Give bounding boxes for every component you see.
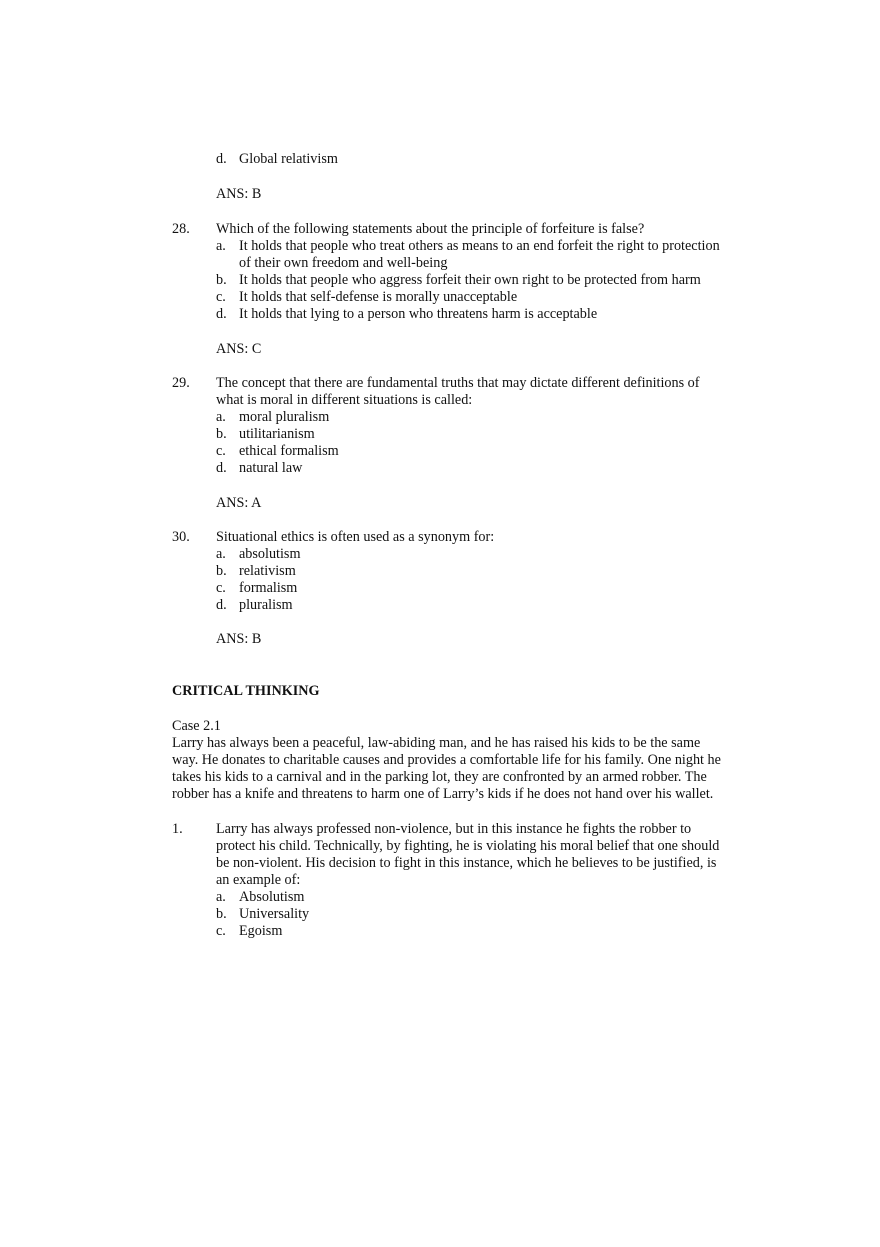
choice-text: It holds that people who aggress forfeit their own right to be protected from harm xyxy=(239,272,701,288)
choice-letter: a. xyxy=(216,409,226,425)
answer-key: ANS: C xyxy=(216,341,262,357)
choice-text: moral pluralism xyxy=(239,409,330,425)
choice-letter: c. xyxy=(216,443,226,459)
choice-letter: b. xyxy=(216,426,227,442)
choice-text: Universality xyxy=(239,906,310,922)
question-stem: Which of the following statements about the principle of forfeiture is false? xyxy=(216,221,645,237)
choice-text: absolutism xyxy=(239,546,301,562)
answer-key: ANS: A xyxy=(216,495,262,511)
question-number: 30. xyxy=(172,529,190,545)
question-stem: an example of: xyxy=(216,872,301,888)
question-number: 28. xyxy=(172,221,190,237)
choice-letter: a. xyxy=(216,238,226,254)
case-text: takes his kids to a carnival and in the parking lot, they are confronted by an armed robber. The xyxy=(172,769,707,785)
choice-letter: c. xyxy=(216,923,226,939)
choice-text: ethical formalism xyxy=(239,443,339,459)
case-text: Larry has always been a peaceful, law-abiding man, and he has raised his kids to be the same xyxy=(172,735,701,751)
choice-letter: d. xyxy=(216,306,227,322)
question-number: 1. xyxy=(172,821,183,837)
question-stem: The concept that there are fundamental truths that may dictate different definitions of xyxy=(216,375,700,391)
choice-letter: d. xyxy=(216,460,227,476)
choice-text: formalism xyxy=(239,580,298,596)
question-stem: Situational ethics is often used as a synonym for: xyxy=(216,529,495,545)
question-stem: what is moral in different situations is called: xyxy=(216,392,473,408)
case-text: way. He donates to charitable causes and provides a comfortable life for his family. One night he xyxy=(172,752,721,768)
case-text: robber has a knife and threatens to harm one of Larry’s kids if he does not hand over his wallet. xyxy=(172,786,714,802)
choice-text: relativism xyxy=(239,563,296,579)
case-title: Case 2.1 xyxy=(172,718,221,734)
question-stem: Larry has always professed non-violence, but in this instance he fights the robber to xyxy=(216,821,692,837)
question-stem: be non-violent. His decision to fight in this instance, which he believes to be justified, is xyxy=(216,855,717,871)
choice-letter: b. xyxy=(216,906,227,922)
choice-letter: b. xyxy=(216,272,227,288)
choice-text: utilitarianism xyxy=(239,426,315,442)
question-number: 29. xyxy=(172,375,190,391)
answer-key: ANS: B xyxy=(216,631,262,647)
choice-text: Egoism xyxy=(239,923,283,939)
answer-key: ANS: B xyxy=(216,186,262,202)
choice-text: natural law xyxy=(239,460,303,476)
choice-text: of their own freedom and well-being xyxy=(239,255,448,271)
choice-letter: d. xyxy=(216,151,227,167)
section-heading: CRITICAL THINKING xyxy=(172,683,320,699)
choice-letter: a. xyxy=(216,546,226,562)
choice-text: Global relativism xyxy=(239,151,338,167)
choice-letter: d. xyxy=(216,597,227,613)
choice-letter: a. xyxy=(216,889,226,905)
choice-text: It holds that self-defense is morally unacceptable xyxy=(239,289,518,305)
choice-text: It holds that people who treat others as means to an end forfeit the right to protection xyxy=(239,238,720,254)
choice-letter: c. xyxy=(216,580,226,596)
choice-text: pluralism xyxy=(239,597,293,613)
choice-letter: c. xyxy=(216,289,226,305)
choice-text: Absolutism xyxy=(239,889,305,905)
choice-letter: b. xyxy=(216,563,227,579)
question-stem: protect his child. Technically, by fighting, he is violating his moral belief that one should xyxy=(216,838,720,854)
choice-text: It holds that lying to a person who threatens harm is acceptable xyxy=(239,306,598,322)
